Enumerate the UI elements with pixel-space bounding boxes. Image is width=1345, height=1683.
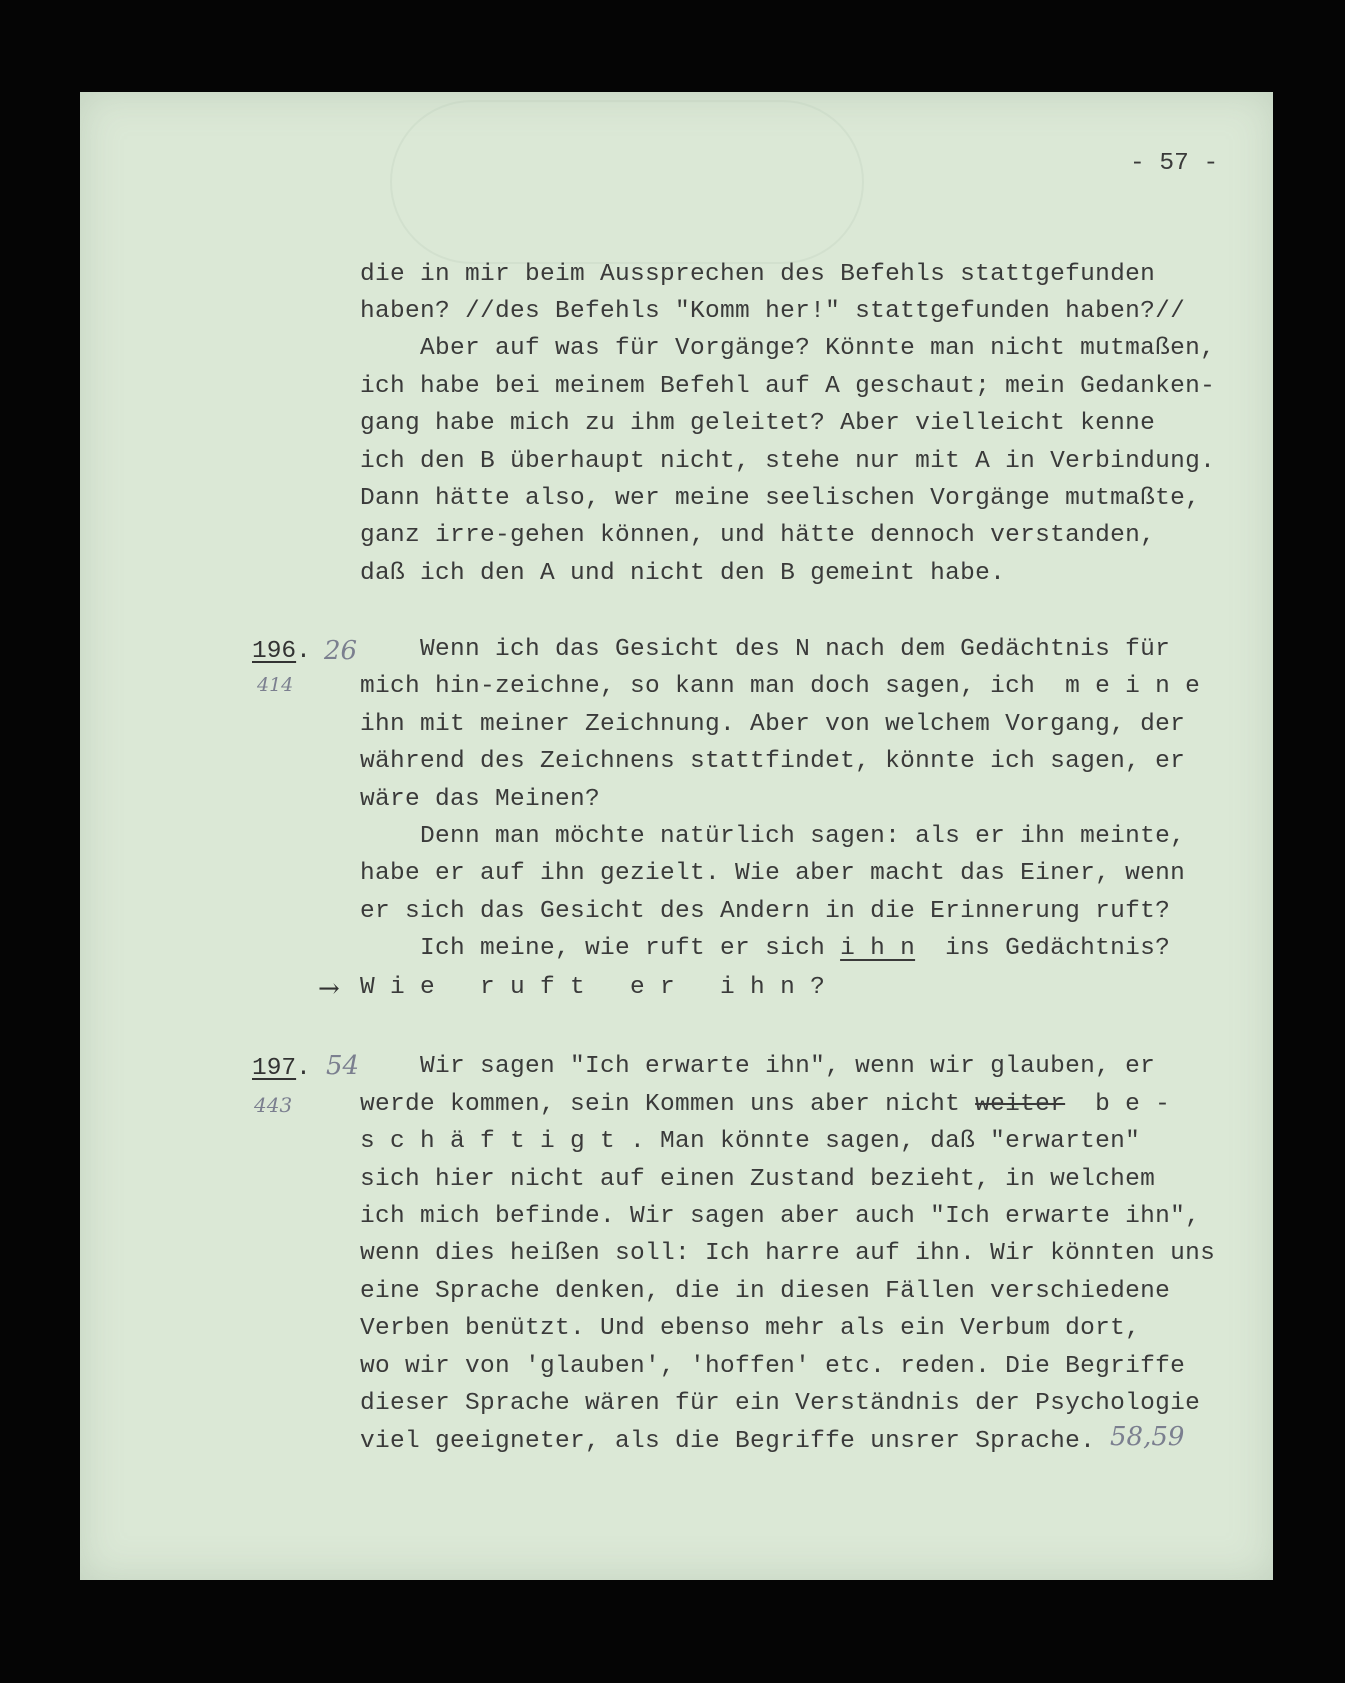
text-line: während des Zeichnens stattfindet, könnte ich sagen, er: [360, 748, 1186, 775]
section-number-196: 196.: [252, 638, 311, 665]
text-line: ihn mit meiner Zeichnung. Aber von welchem Vorgang, der: [360, 711, 1186, 738]
text-line: s c h ä f t i g t . Man könnte sagen, daß "erwarten": [360, 1128, 1141, 1155]
text-line: Dann hätte also, wer meine seelischen Vorgänge mutmaßte,: [360, 485, 1201, 512]
text-line: sich hier nicht auf einen Zustand bezieht, in welchem: [360, 1166, 1156, 1193]
text-line: gang habe mich zu ihm geleitet? Aber vielleicht kenne: [360, 410, 1156, 437]
struck-word: weiter: [975, 1091, 1066, 1118]
underlined-word: i h n: [840, 935, 916, 962]
page-number: - 57 -: [1130, 150, 1219, 177]
text-line: ich den B überhaupt nicht, stehe nur mit A in Verbindung.: [360, 448, 1216, 475]
handwritten-note: 54: [326, 1051, 360, 1081]
text-line: mich hin-zeichne, so kann man doch sagen, ich m e i n e: [360, 673, 1201, 700]
text-line: Wenn ich das Gesicht des N nach dem Gedächtnis für: [360, 636, 1171, 663]
text-line: ich mich befinde. Wir sagen aber auch "Ich erwarte ihn",: [360, 1203, 1201, 1230]
faded-stamp: [390, 100, 864, 264]
text-line: habe er auf ihn gezielt. Wie aber macht das Einer, wenn: [360, 860, 1186, 887]
handwritten-note: 443: [254, 1093, 293, 1117]
handwritten-note: 58,59: [1110, 1422, 1185, 1452]
handwritten-note: 26: [324, 636, 358, 666]
text-line: W i e r u f t e r i h n ?: [360, 974, 826, 1001]
text-line: viel geeigneter, als die Begriffe unsrer Sprache.: [360, 1428, 1096, 1455]
text-line: ich habe bei meinem Befehl auf A geschaut; mein Gedanken-: [360, 373, 1216, 400]
text-line: werde kommen, sein Kommen uns aber nicht weiter b e -: [360, 1091, 1171, 1118]
text-line: haben? //des Befehls "Komm her!" stattgefunden haben?//: [360, 298, 1186, 325]
text-line: wenn dies heißen soll: Ich harre auf ihn. Wir könnten uns: [360, 1240, 1216, 1267]
handwritten-note: 414: [257, 674, 294, 696]
text-line: dieser Sprache wären für ein Verständnis der Psychologie: [360, 1390, 1201, 1417]
text-line: daß ich den A und nicht den B gemeint habe.: [360, 560, 1006, 587]
text-line: Aber auf was für Vorgänge? Könnte man nicht mutmaßen,: [360, 335, 1216, 362]
text-line: ganz irre-gehen können, und hätte dennoch verstanden,: [360, 522, 1156, 549]
text-line: die in mir beim Aussprechen des Befehls stattgefunden: [360, 261, 1156, 288]
text-line: wäre das Meinen?: [360, 786, 601, 813]
text-line: er sich das Gesicht des Andern in die Erinnerung ruft?: [360, 898, 1171, 925]
arrow-icon: →: [318, 974, 340, 1004]
text-line: Wir sagen "Ich erwarte ihn", wenn wir glauben, er: [360, 1053, 1156, 1080]
text-line: eine Sprache denken, die in diesen Fällen verschiedene: [360, 1278, 1171, 1305]
section-number-197: 197.: [252, 1055, 311, 1082]
text-line: Denn man möchte natürlich sagen: als er ihn meinte,: [360, 823, 1186, 850]
text-line: Ich meine, wie ruft er sich i h n ins Gedächtnis?: [360, 935, 1171, 962]
text-line: wo wir von 'glauben', 'hoffen' etc. reden. Die Begriffe: [360, 1353, 1186, 1380]
text-line: Verben benützt. Und ebenso mehr als ein Verbum dort,: [360, 1315, 1141, 1342]
